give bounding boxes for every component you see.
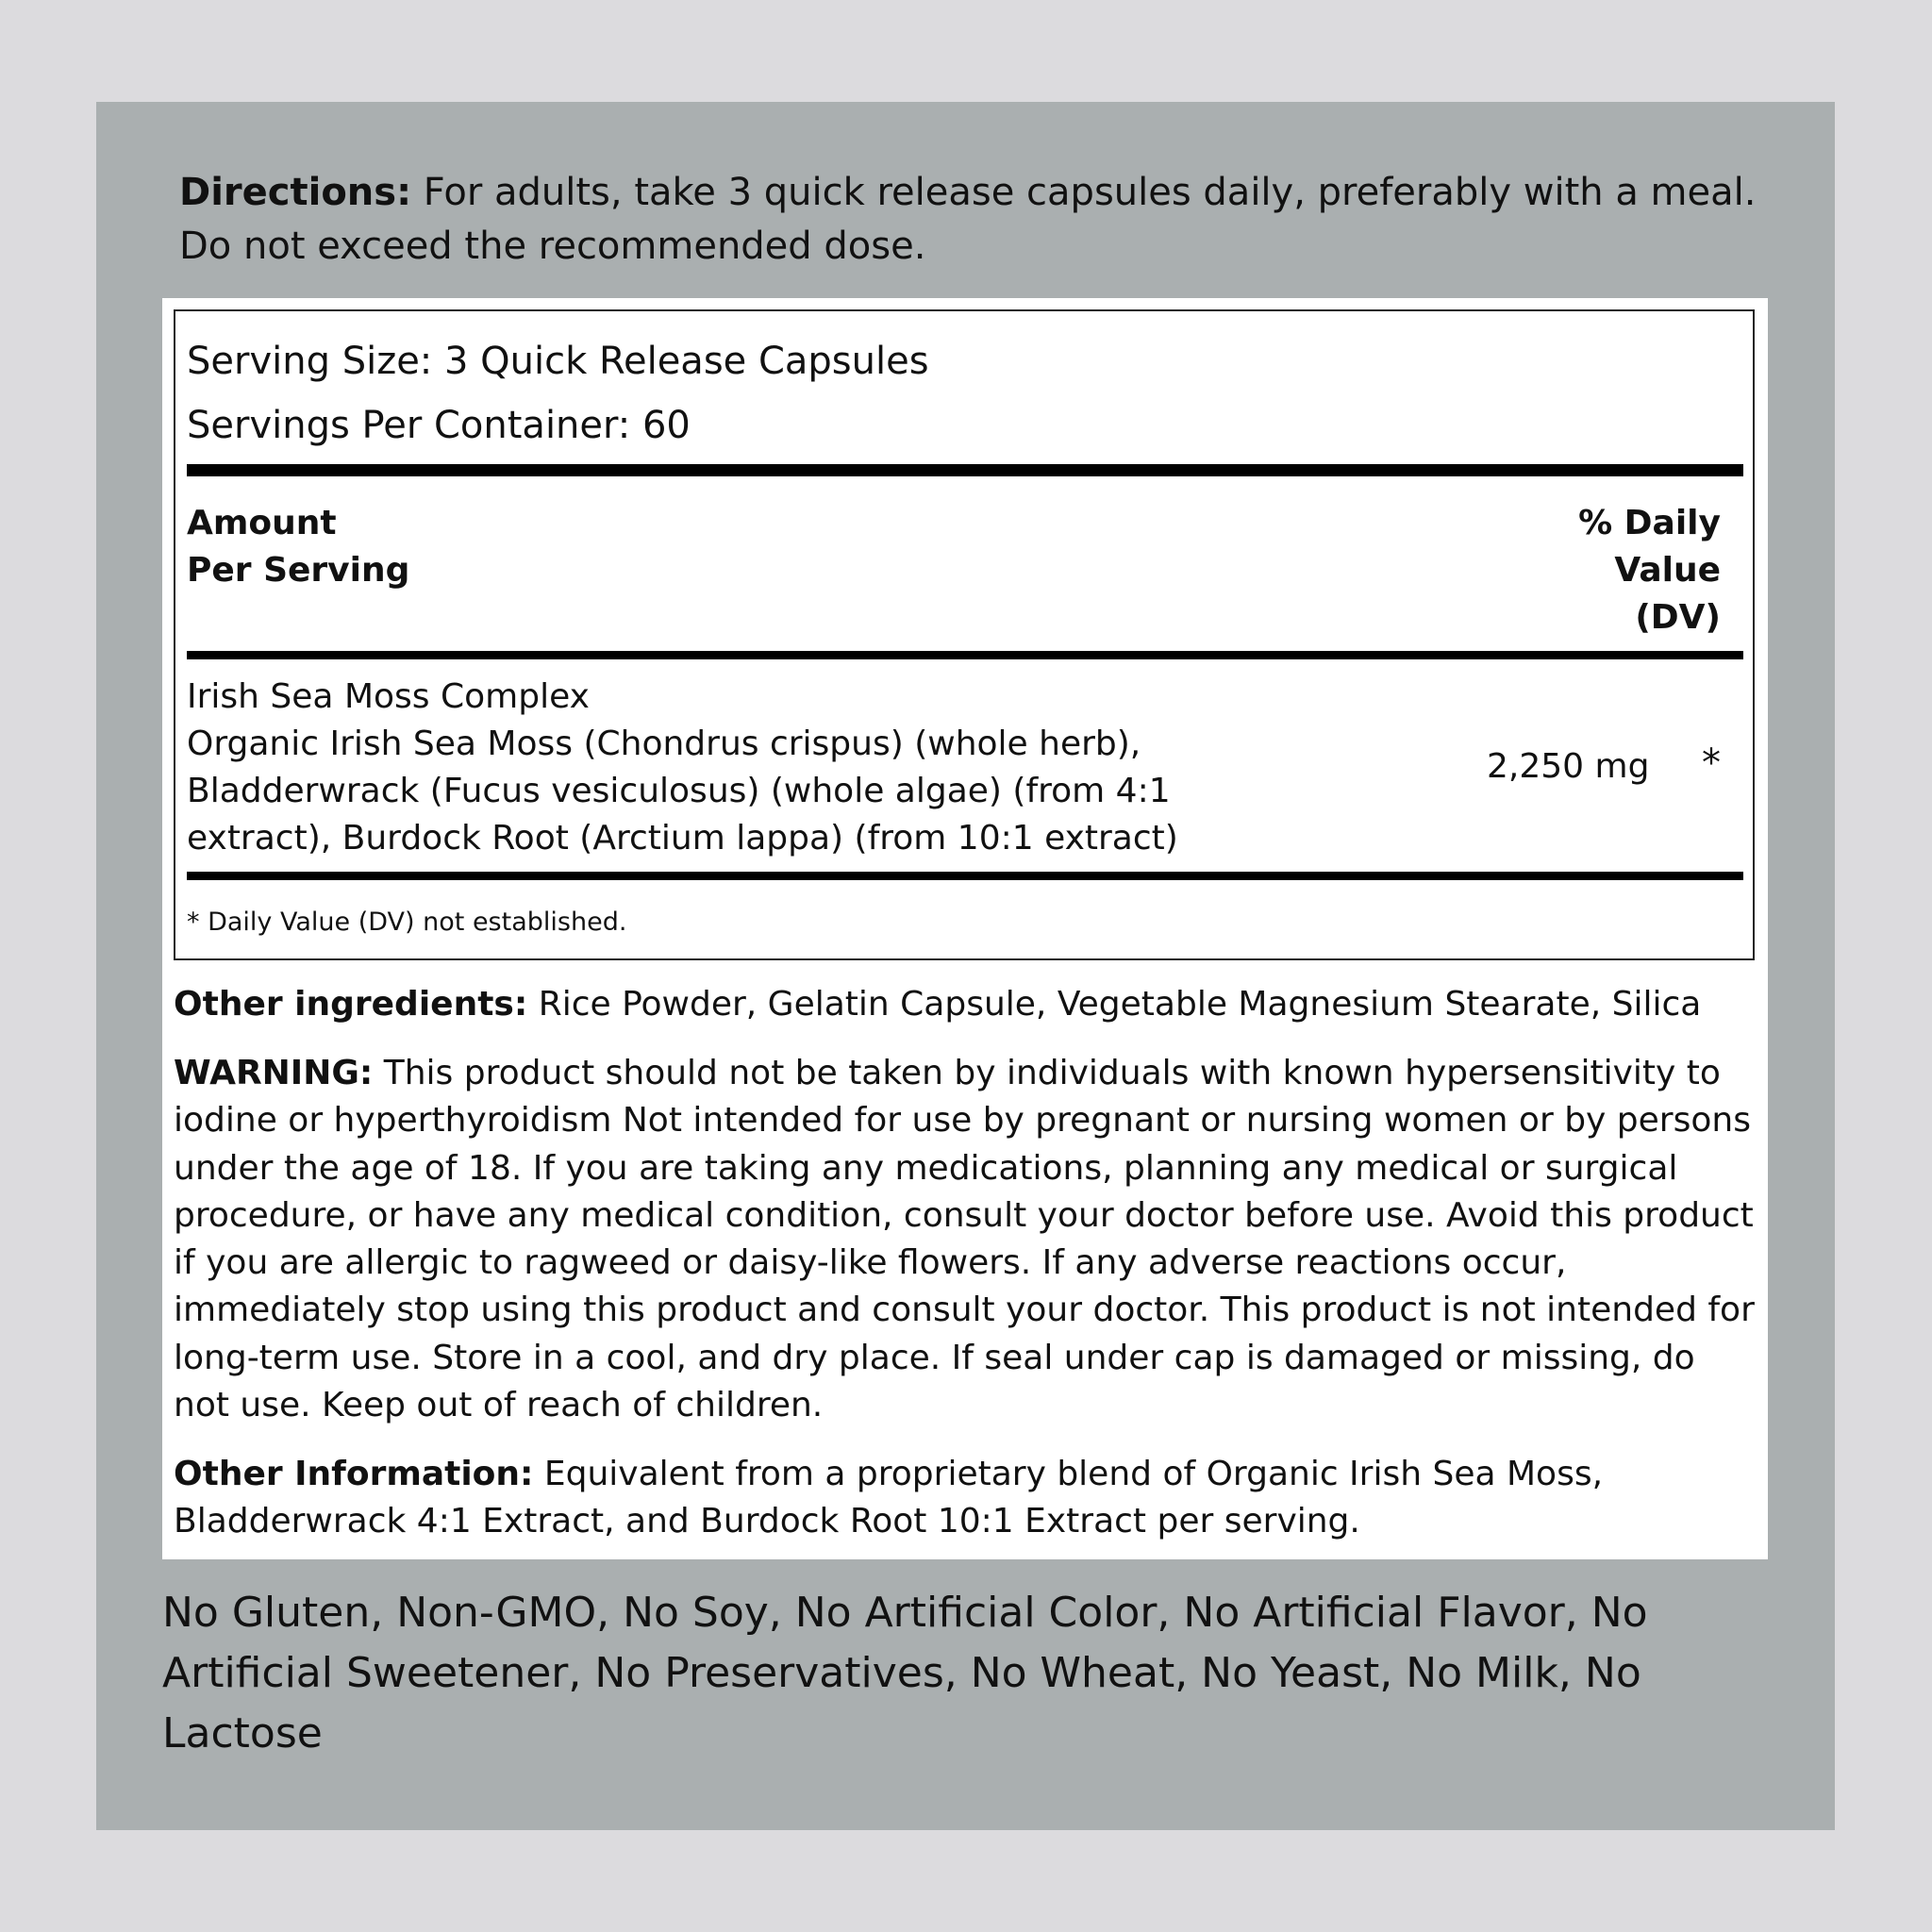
warning (174, 1050, 1755, 1429)
supplement-facts-box (174, 309, 1755, 960)
divider (187, 651, 1743, 659)
directions-label: Directions: (179, 171, 412, 214)
amount-header-line: Amount (187, 504, 337, 542)
ingredient-amount: 2,250 mg (1487, 747, 1650, 786)
amount-per-serving-header (187, 500, 409, 594)
daily-value-header (1578, 500, 1721, 641)
other-ingredients (174, 981, 1758, 1028)
servings-per-container: Servings Per Container: 60 (187, 404, 691, 447)
other-ingredients-label: Other ingredients: (174, 985, 528, 1024)
amount-header-line: Per Serving (187, 551, 410, 590)
serving-size: Serving Size: 3 Quick Release Capsules (187, 340, 929, 383)
dv-footnote: * Daily Value (DV) not established. (187, 908, 627, 937)
ingredient-row (187, 674, 1224, 862)
ingredient-daily-value: * (1702, 741, 1721, 785)
other-information (174, 1451, 1755, 1545)
ingredient-name: Irish Sea Moss Complex (187, 677, 590, 716)
ingredient-description-line: Bladderwrack (Fucus vesiculosus) (whole algae) (from 4:1 (187, 772, 1171, 810)
warning-text: This product should not be taken by individuals with known hypersensitivity to iodine or hyperthyroidism Not intended for use by pregnant or nursing women or by persons under the age of 18. If you are taking any medications, planning any medical or surgical procedure, or have any medical condition, consult your doctor before use. Avoid this product if you are allergic to ragweed or daisy-like flowers. If any adverse reactions occur, immediately stop using this product and consult your doctor. This product is not intended for long-term use. Store in a cool, and dry place. If seal under cap is damaged or missing, do not use. Keep out of reach of children. (174, 1054, 1755, 1425)
other-ingredients-text: Rice Powder, Gelatin Capsule, Vegetable Magnesium Stearate, Silica (527, 985, 1702, 1024)
dv-header-line: (DV) (1635, 598, 1721, 637)
dv-header-line: Value (1614, 551, 1721, 590)
warning-label: WARNING: (174, 1054, 374, 1092)
dv-header-line: % Daily (1578, 504, 1721, 542)
ingredient-description-line: Organic Irish Sea Moss (Chondrus crispus) (whole herb), (187, 724, 1141, 763)
supplement-card (162, 298, 1768, 1559)
thick-divider (187, 464, 1743, 476)
other-information-text: Equivalent from a proprietary blend of Organic Irish Sea Moss, Bladderwrack 4:1 Extract, and Burdock Root 10:1 Extract per serving. (174, 1455, 1604, 1541)
directions-body: For adults, take 3 quick release capsules daily, preferably with a meal. Do not exceed the recommended dose. (179, 171, 1757, 268)
other-information-label: Other Information: (174, 1455, 534, 1493)
label-panel (96, 102, 1835, 1830)
free-from-claims: No Gluten, Non-GMO, No Soy, No Artificial Color, No Artificial Flavor, No Artificial Sweetener, No Preservatives, No Wheat, No Yeast, No Milk, No Lactose (162, 1589, 1648, 1757)
divider (187, 872, 1743, 880)
directions-text (179, 166, 1764, 274)
ingredient-description-line: extract), Burdock Root (Arctium lappa) (from 10:1 extract) (187, 819, 1178, 858)
